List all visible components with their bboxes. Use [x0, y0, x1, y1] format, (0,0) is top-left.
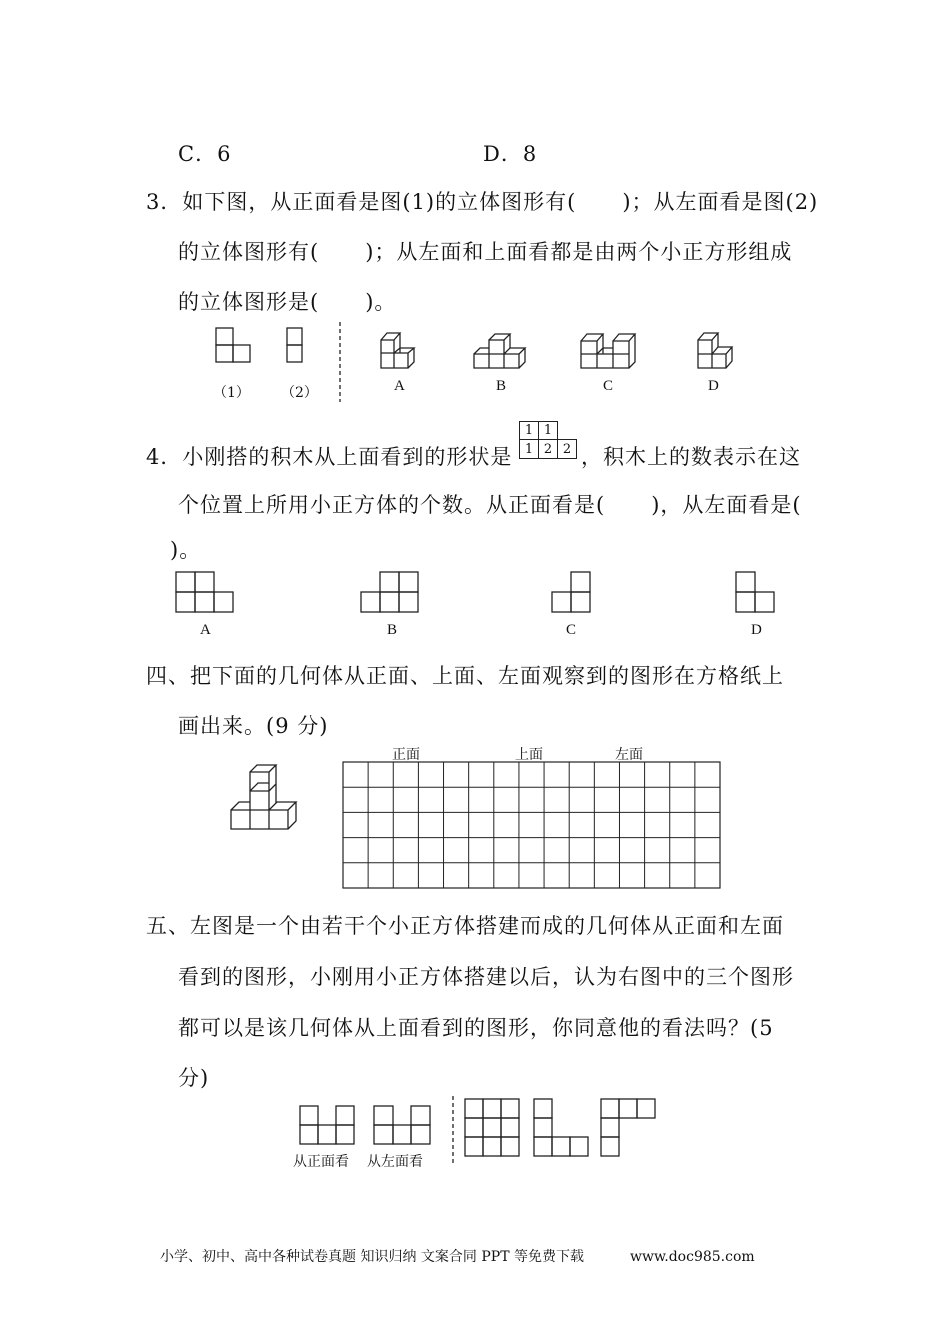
s5-front-view-figure [300, 1106, 354, 1144]
q3-option-b-label[interactable]: B [496, 378, 507, 394]
q3-line2-b: )；从左面和上面看都是由两个小正方形组成 [365, 240, 793, 264]
q4-line3: )。 [170, 538, 202, 562]
s4-line1: 四、把下面的几何体从正面、上面、左面观察到的图形在方格纸上 [146, 664, 784, 688]
q3-line1-a: 3．如下图，从正面看是图(1)的立体图形有( [146, 190, 577, 214]
s5-top-view-option-3 [601, 1099, 655, 1156]
s5-left-label: 从左面看 [367, 1154, 423, 1170]
q3-line3-b: )。 [365, 290, 397, 314]
s4-line2: 画出来。(9 分) [178, 714, 329, 738]
q3-fig2-label: （2） [281, 385, 318, 401]
option-d: D．8 [483, 142, 538, 166]
q4-grid-cell: 1 [519, 439, 539, 459]
s4-grid-label-front: 正面 [392, 747, 420, 763]
s5-line3: 都可以是该几何体从上面看到的图形，你同意他的看法吗？(5 [178, 1016, 774, 1040]
q4-grid-cell: 1 [519, 421, 539, 440]
q4-option-a-label[interactable]: A [200, 622, 211, 638]
s4-grid-label-top: 上面 [515, 747, 543, 763]
q4-line1-b: ，积木上的数表示在这 [581, 445, 801, 469]
s5-line1: 五、左图是一个由若干个小正方体搭建而成的几何体从正面和左面 [146, 914, 784, 938]
s4-grid-label-left: 左面 [615, 747, 643, 763]
q4-option-d-label[interactable]: D [751, 622, 762, 638]
q4-grid-cell: 2 [538, 439, 558, 459]
footer [160, 1246, 755, 1266]
option-c: C．6 [178, 142, 232, 166]
s5-line2: 看到的图形，小刚用小正方体搭建以后，认为右图中的三个图形 [178, 965, 794, 989]
footer-url[interactable]: www.doc985.com [629, 1249, 755, 1265]
q4-grid-cell: 2 [557, 439, 577, 459]
footer-text: 小学、初中、高中各种试卷真题 知识归纳 文案合同 PPT 等免费下载 [160, 1249, 584, 1265]
q4-line1-a: 4．小刚搭的积木从上面看到的形状是 [146, 445, 513, 469]
q3-option-a-label[interactable]: A [394, 378, 405, 394]
q3-option-c-label[interactable]: C [603, 378, 614, 394]
q3-line1-b: )；从左面看是图(2) [622, 190, 819, 214]
q4-line2-b: )，从左面看是( [651, 493, 802, 517]
q4-grid-cell: 1 [538, 421, 558, 440]
q4-line2-a: 个位置上所用小正方体的个数。从正面看是( [178, 493, 606, 517]
q4-option-c-label[interactable]: C [566, 622, 577, 638]
s5-top-view-option-2 [534, 1099, 588, 1156]
s5-line4: 分) [178, 1066, 210, 1090]
q3-line2-a: 的立体图形有( [178, 240, 320, 264]
q3-line3-a: 的立体图形是( [178, 290, 320, 314]
q3-fig1-label: （1） [213, 385, 250, 401]
q4-option-b-label[interactable]: B [387, 622, 398, 638]
s5-top-view-option-1 [465, 1099, 519, 1156]
s5-left-view-figure [374, 1106, 430, 1144]
q3-option-d-label[interactable]: D [708, 378, 719, 394]
s5-front-label: 从正面看 [293, 1154, 349, 1170]
